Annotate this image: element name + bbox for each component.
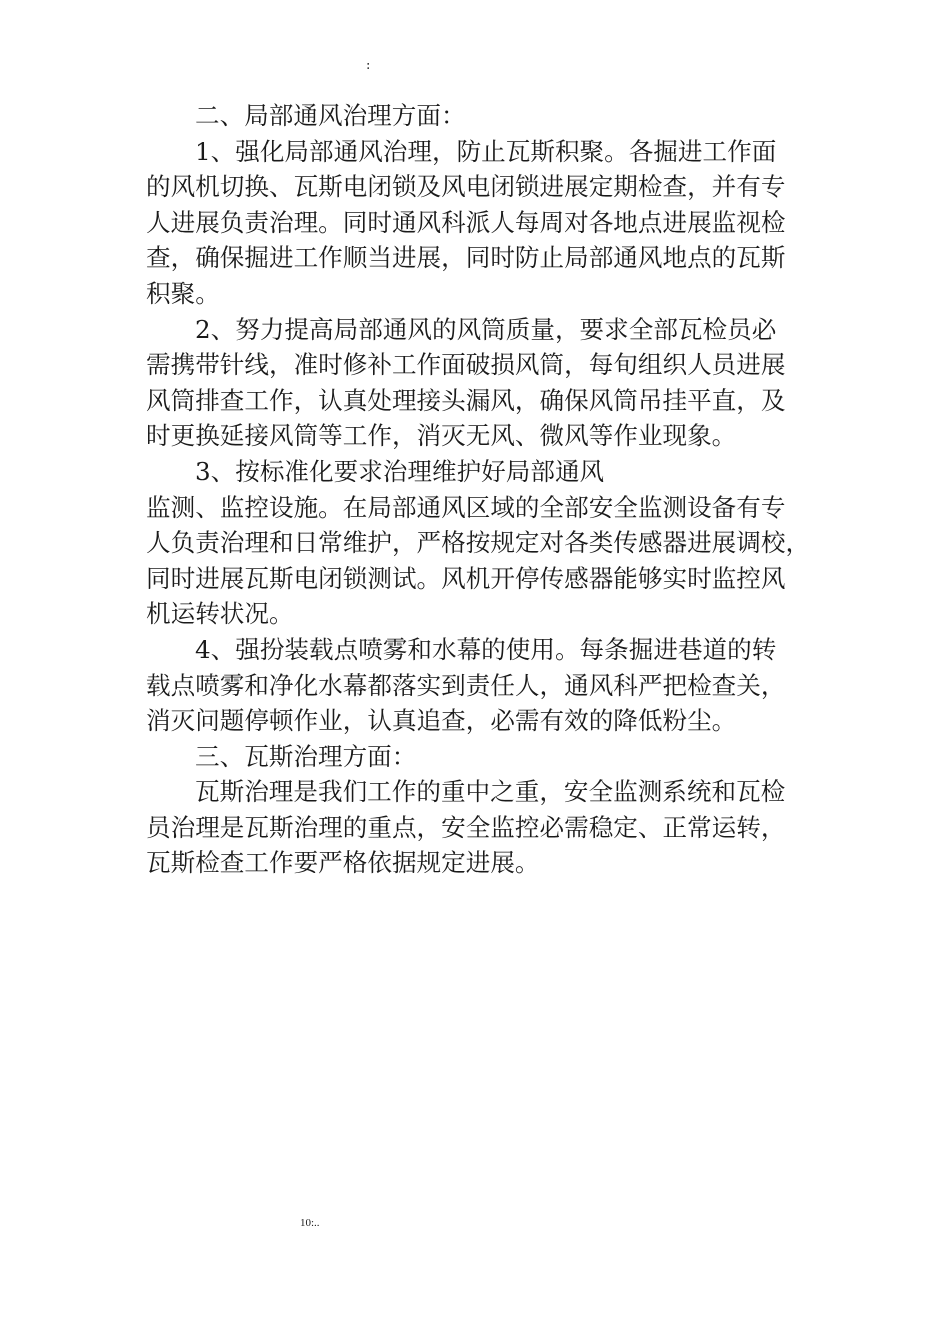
paragraph-line: 瓦斯检查工作要严格依据规定进展。 xyxy=(146,848,540,878)
paragraph-line: 4、强扮装载点喷雾和水幕的使用。每条掘进巷道的转 xyxy=(195,634,777,664)
paragraph-line: 需携带针线，准时修补工作面破损风筒，每旬组织人员进展 xyxy=(146,350,786,380)
paragraph-line: 2、努力提高局部通风的风筒质量，要求全部瓦检员必 xyxy=(195,314,777,344)
paragraph-line: 机运转状况。 xyxy=(146,599,294,629)
paragraph-line: 消灭问题停顿作业，认真追查，必需有效的降低粉尘。 xyxy=(146,706,737,736)
page-footer: 10:.. xyxy=(300,1217,320,1229)
paragraph-line: 监测、监控设施。在局部通风区域的全部安全监测设备有专 xyxy=(146,492,786,522)
paragraph-line: 3、按标准化要求治理维护好局部通风 xyxy=(195,456,605,486)
section-heading-3: 三、瓦斯治理方面： xyxy=(195,741,417,771)
paragraph-line: 风筒排查工作，认真处理接头漏风，确保风筒吊挂平直，及 xyxy=(146,385,786,415)
paragraph-line: 查，确保掘进工作顺当进展，同时防止局部通风地点的瓦斯 xyxy=(146,243,786,273)
paragraph-line: 员治理是瓦斯治理的重点，安全监控必需稳定、正常运转， xyxy=(146,812,786,842)
section-heading-2: 二、局部通风治理方面： xyxy=(195,101,466,130)
paragraph-line: 人进展负责治理。同时通风科派人每周对各地点进展监视检 xyxy=(146,207,786,237)
document-body xyxy=(146,98,812,881)
paragraph-line: 人负责治理和日常维护，严格按规定对各类传感器进展调校， xyxy=(146,528,811,558)
paragraph-line: 1、强化局部通风治理，防止瓦斯积聚。各掘进工作面 xyxy=(195,136,777,166)
paragraph-line: 时更换延接风筒等工作，消灭无风、微风等作业现象。 xyxy=(146,421,737,451)
paragraph-line: 载点喷雾和净化水幕都落实到责任人，通风科严把检查关， xyxy=(146,670,786,700)
paragraph-line: 同时进展瓦斯电闭锁测试。风机开停传感器能够实时监控风 xyxy=(146,563,786,593)
paragraph-line: 积聚。 xyxy=(146,278,220,308)
header-mark: : xyxy=(366,58,371,73)
paragraph-line: 瓦斯治理是我们工作的重中之重，安全监测系统和瓦检 xyxy=(195,777,786,807)
paragraph-line: 的风机切换、瓦斯电闭锁及风电闭锁进展定期检查，并有专 xyxy=(146,172,786,202)
